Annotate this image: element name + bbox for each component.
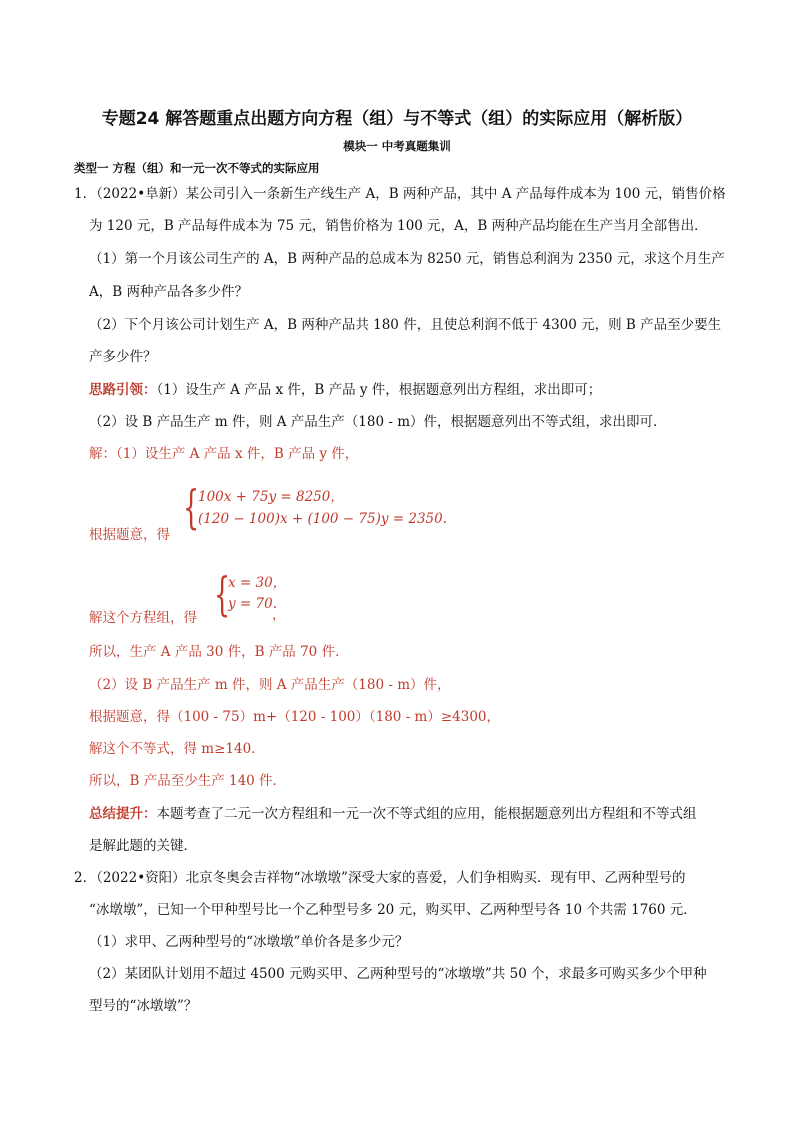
q1-part2-line1: （2）下个月该公司计划生产 A，B 两种产品共 180 件，且使总利润不低于 4300 元，则 B 产品至少要生 (89, 317, 722, 333)
summary-text-1: 本题考查了二元一次方程组和一元一次不等式组的应用，能根据题意列出方程组和不等式组 (156, 806, 697, 822)
summary-label: 总结提升： (89, 806, 157, 822)
document-title: 专题24 解答题重点出题方向方程（组）与不等式（组）的实际应用（解析版） (101, 109, 693, 129)
summary-line1 (89, 805, 697, 823)
solution-line3: 解这个方程组，得 (89, 610, 197, 626)
hint-label: 思路引领： (89, 382, 157, 398)
solution-line7: 解这个不等式，得 m≥140． (89, 741, 265, 757)
equation-2-bottom: y = 70. (228, 596, 277, 612)
solution-line8: 所以，B 产品至少生产 140 件． (89, 773, 287, 789)
q2-part2-line1: （2）某团队计划用不超过 4500 元购买甲、乙两种型号的“冰墩墩”共 50 个，求最多可购买多少个甲种 (89, 966, 707, 982)
q2-line2: “冰墩墩”，已知一个甲种型号比一个乙种型号多 20 元，购买甲、乙两种型号各 10 个共需 1760 元． (89, 902, 697, 918)
q2-line1: 2．（2022•资阳）北京冬奥会吉祥物“冰墩墩”深受大家的喜爱，人们争相购买．现有甲、乙两种型号的 (74, 870, 686, 886)
solution-line6: 根据题意，得（100 - 75）m+（120 - 100）（180 - m）≥4300， (89, 709, 501, 725)
q1-part1-line1: （1）第一个月该公司生产的 A，B 两种产品的总成本为 8250 元，销售总利润为 2350 元，求这个月生产 (89, 251, 725, 267)
hint-line1 (89, 381, 601, 399)
solution-line5: （2）设 B 产品生产 m 件，则 A 产品生产（180 - m）件， (89, 677, 451, 693)
q1-part1-line2: A，B 两种产品各多少件？ (89, 284, 248, 300)
q1-line1: 1．（2022•阜新）某公司引入一条新生产线生产 A，B 两种产品，其中 A 产品每件成本为 100 元，销售价格 (74, 186, 726, 202)
solution-line3-comma: ， (272, 607, 286, 623)
solution-line2: 根据题意，得 (89, 527, 170, 543)
type-heading: 类型一 方程（组）和一元一次不等式的实际应用 (74, 161, 320, 175)
q2-part1: （1）求甲、乙两种型号的“冰墩墩”单价各是多少元？ (89, 934, 409, 950)
equation-1-bottom: (120 − 100)x + (100 − 75)y = 2350. (198, 511, 448, 527)
hint-text-1: （1）设生产 A 产品 x 件，B 产品 y 件，根据题意列出方程组，求出即可； (156, 382, 602, 398)
module-heading: 模块一 中考真题集训 (343, 139, 451, 153)
q2-part2-line2: 型号的“冰墩墩”？ (89, 998, 198, 1014)
equation-2-top: x = 30， (228, 575, 287, 591)
q1-part2-line2: 产多少件？ (89, 349, 157, 365)
summary-line2: 是解此题的关键． (89, 838, 197, 854)
equation-brace-1: { (183, 480, 200, 534)
hint-line2: （2）设 B 产品生产 m 件，则 A 产品生产（180 - m）件，根据题意列出不等式组，求出即可． (89, 414, 667, 430)
q1-line2: 为 120 元，B 产品每件成本为 75 元，销售价格为 100 元，A，B 两种产品均能在生产当月全部售出． (89, 218, 708, 234)
equation-brace-2: { (214, 567, 231, 621)
equation-1-top: 100x + 75y = 8250， (198, 489, 344, 505)
solution-line4: 所以，生产 A 产品 30 件，B 产品 70 件． (89, 644, 349, 660)
solution-line1: 解：（1）设生产 A 产品 x 件，B 产品 y 件， (89, 446, 359, 462)
